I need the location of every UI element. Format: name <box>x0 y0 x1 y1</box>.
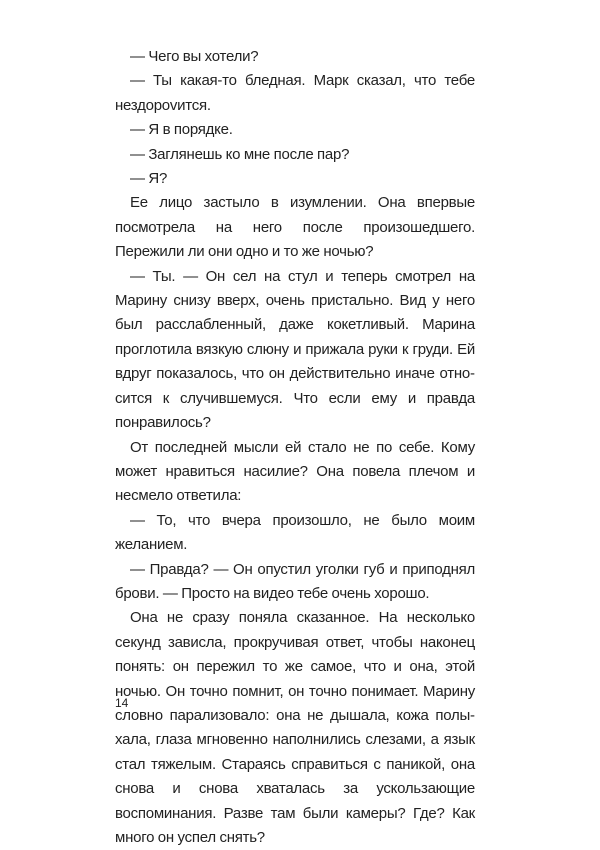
paragraph-3: — Я в порядке. <box>130 121 233 139</box>
paragraph-7: — Ты. — Он сел на стул и теперь смотрел на Марину снизу вверх, очень пристально. Вид у него был расслабленный, даже кокетливый. Марина проглотила вязкую слюну и прижала руки к груди. Ей вдруг показалось, что он действительно иначе относится к случившемуся. Что если ему и правда понравилось? <box>115 267 475 432</box>
paragraph-11: Она не сразу поняла сказанное. На несколько секунд зависла, прокручивая ответ, чтобы наконец понять: он пережил то же самое, что и она, этой ночью. Он точно помнит, он точно понимает. Марину словно парализовало: она не дышала, кожа полыхала, глаза мгновенно наполнились слезами, а язык стал тяжелым. Стараясь справиться с паникой, она снова и снова хваталась за ускользающие воспоминания. Разве там были камеры? Где? Как много он успел снять? <box>115 609 475 846</box>
paragraph-5: — Я? <box>130 170 168 188</box>
paragraph-10: — Правда? — Он опустил уголки губ и приподнял брови. — Просто на видео тебе очень хорошо. <box>115 560 475 602</box>
paragraph-4: — Заглянешь ко мне после пар? <box>130 145 350 163</box>
paragraph-6: Ее лицо застыло в изумлении. Она впервые посмотрела на него после произошедшего. Пережили ли они одно и то же ночью? <box>115 194 475 261</box>
paragraph-9: — То, что вчера произошло, не было моим желанием. <box>115 511 475 554</box>
page-number: 14 <box>115 696 129 710</box>
paragraph-2: — Ты какая-то бледная. Марк сказал, что тебе нездороvится. <box>115 72 475 114</box>
body-text <box>115 45 475 850</box>
paragraph-8: От последней мысли ей стало не по себе. Кому может нравиться насилие? Она повела плечом и несмело ответила: <box>115 438 475 505</box>
paragraph-1: — Чего вы хотели? <box>130 48 259 65</box>
